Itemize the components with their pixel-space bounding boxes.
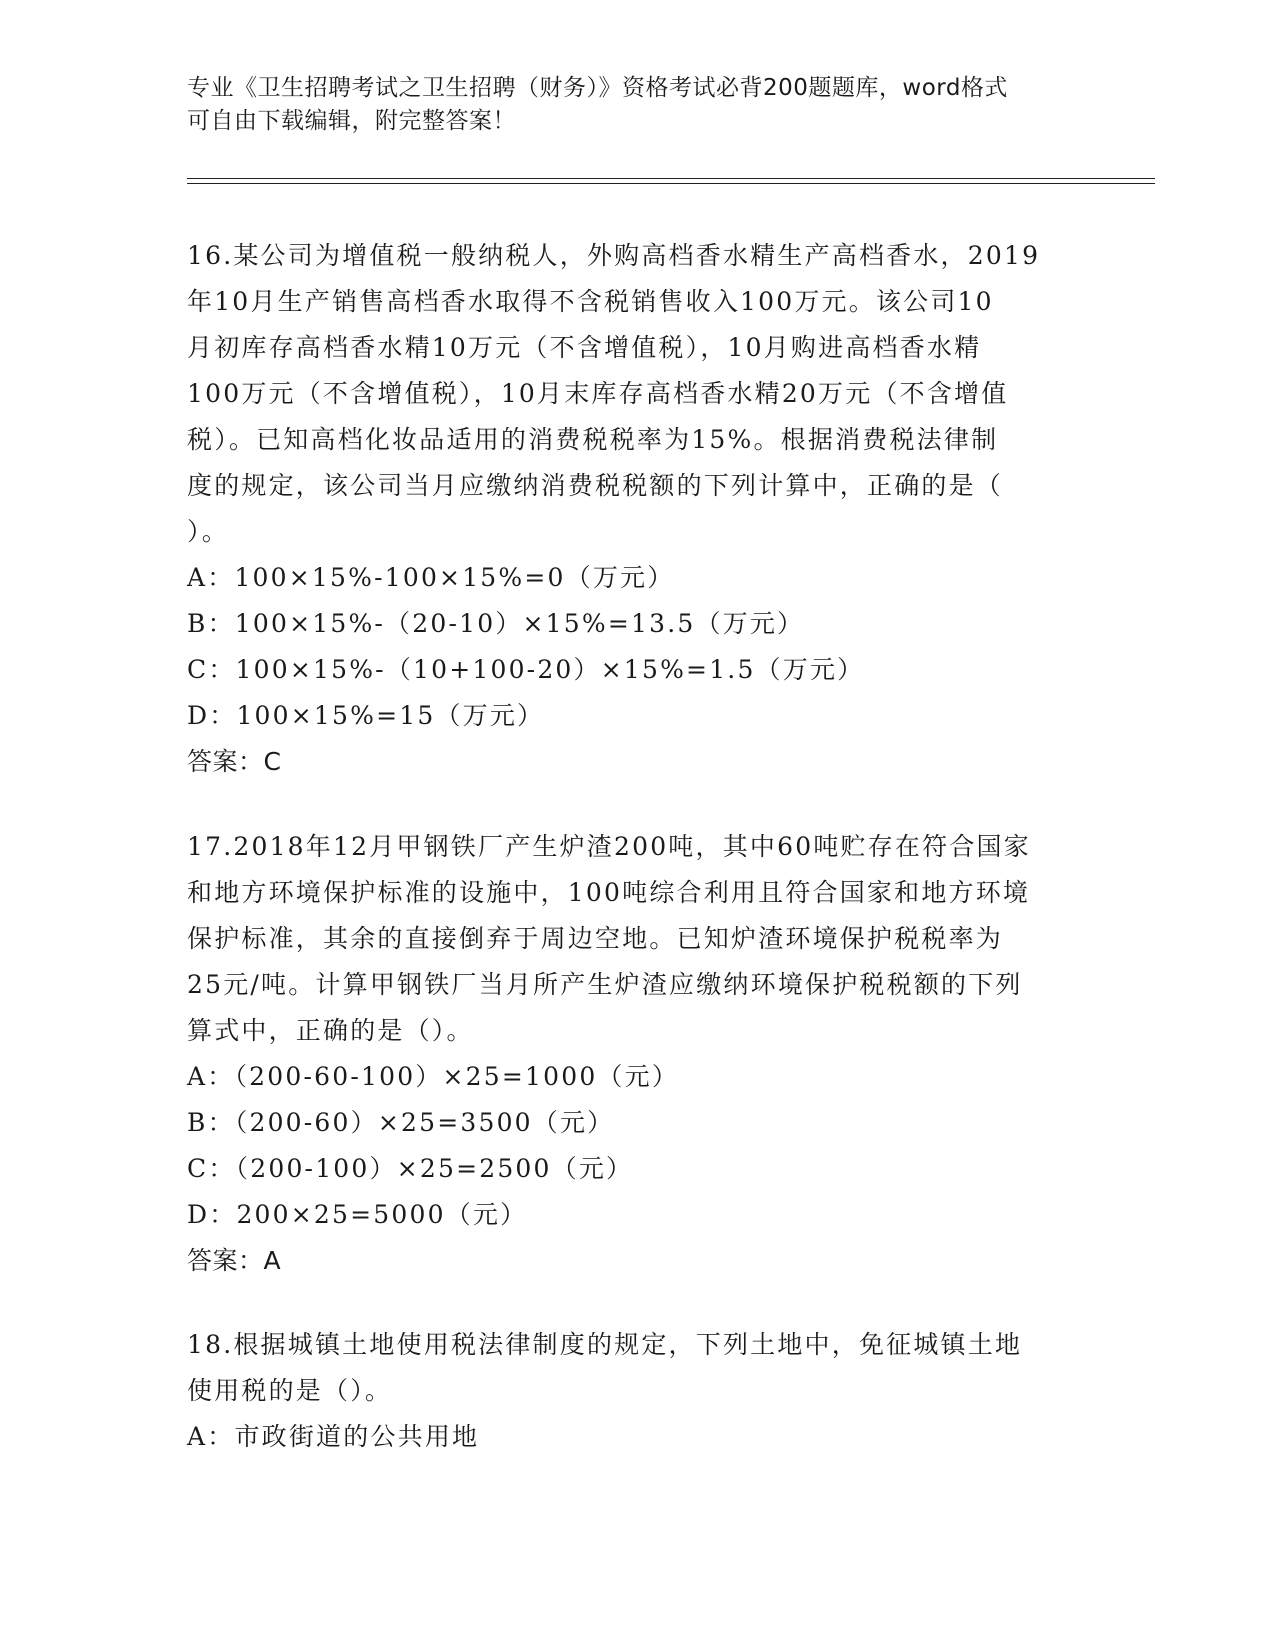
- header-divider-top: [187, 178, 1155, 179]
- header-title-line-1: 专业《卫生招聘考试之卫生招聘（财务）》资格考试必背200题题库，word格式: [187, 75, 1008, 101]
- document-header: [187, 72, 1067, 138]
- question-stem-line: ）。: [187, 517, 229, 546]
- answer: 答案：C: [187, 747, 282, 776]
- question-stem-line: 16.某公司为增值税一般纳税人，外购高档香水精生产高档香水，2019: [187, 241, 1041, 270]
- question-stem-line: 算式中，正确的是（）。: [187, 1016, 474, 1045]
- question-stem-line: 度的规定，该公司当月应缴纳消费税税额的下列计算中，正确的是（: [187, 471, 1004, 500]
- option-d: D：100×15%=15（万元）: [187, 701, 545, 730]
- option-a: A：市政街道的公共用地: [187, 1422, 480, 1451]
- question-stem-line: 和地方环境保护标准的设施中，100吨综合利用且符合国家和地方环境: [187, 878, 1031, 907]
- header-title-line-2: 可自由下载编辑，附完整答案！: [187, 108, 516, 134]
- option-b: B：（200-60）×25=3500（元）: [187, 1108, 615, 1137]
- header-divider-bottom: [187, 183, 1155, 184]
- question-stem-line: 税）。已知高档化妆品适用的消费税税率为15%。根据消费税法律制: [187, 425, 999, 454]
- question-stem-line: 保护标准，其余的直接倒弃于周边空地。已知炉渣环境保护税税率为: [187, 924, 1004, 953]
- question-stem-line: 25元/吨。计算甲钢铁厂当月所产生炉渣应缴纳环境保护税税额的下列: [187, 970, 1023, 999]
- question-17: [187, 824, 1087, 1284]
- option-a: A：100×15%-100×15%=0（万元）: [187, 563, 675, 592]
- question-stem-line: 17.2018年12月甲钢铁厂产生炉渣200吨，其中60吨贮存在符合国家: [187, 832, 1031, 861]
- question-stem-line: 18.根据城镇土地使用税法律制度的规定，下列土地中，免征城镇土地: [187, 1330, 1023, 1359]
- question-stem-line: 使用税的是（）。: [187, 1376, 393, 1405]
- question-16: [187, 233, 1087, 785]
- question-stem-line: 100万元（不含增值税），10月末库存高档香水精20万元（不含增值: [187, 379, 1009, 408]
- option-c: C：（200-100）×25=2500（元）: [187, 1154, 634, 1183]
- question-18: [187, 1322, 1087, 1460]
- option-d: D：200×25=5000（元）: [187, 1200, 528, 1229]
- question-stem-line: 年10月生产销售高档香水取得不含税销售收入100万元。该公司10: [187, 287, 994, 316]
- answer: 答案：A: [187, 1246, 282, 1275]
- option-c: C：100×15%-（10+100-20）×15%=1.5（万元）: [187, 655, 865, 684]
- question-stem-line: 月初库存高档香水精10万元（不含增值税），10月购进高档香水精: [187, 333, 982, 362]
- option-a: A：（200-60-100）×25=1000（元）: [187, 1062, 680, 1091]
- option-b: B：100×15%-（20-10）×15%=13.5（万元）: [187, 609, 805, 638]
